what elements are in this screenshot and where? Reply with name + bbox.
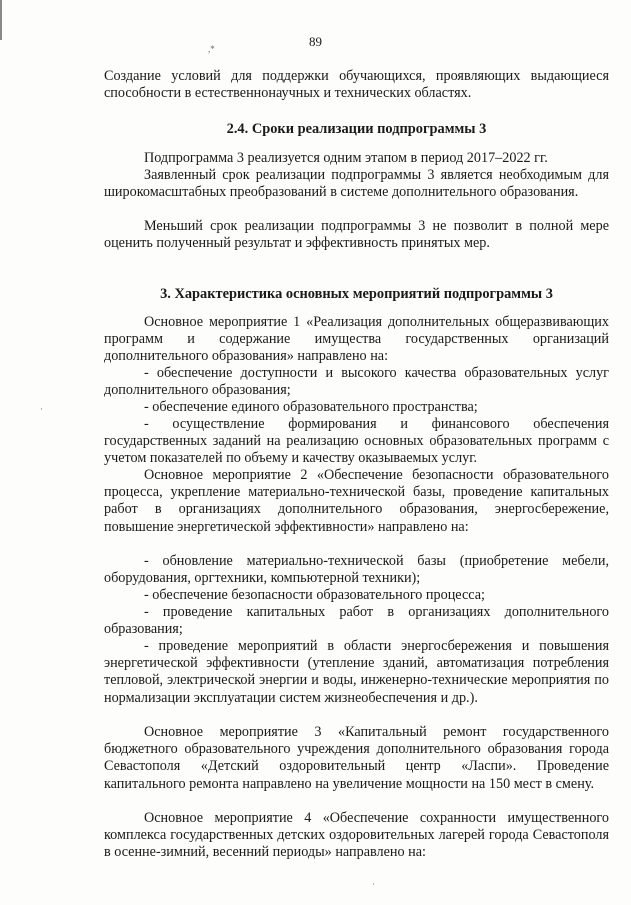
list-item-measure-2-energy: - проведение мероприятий в области энергосбережения и повышения энергетической эффективности (утепление зданий, автоматизация потребления тепловой, электрической энергии и воды, инженерно-технические мероприятия по нормализации эксплуатации систем жизнеобеспечения и др.). [104,638,609,706]
list-item-measure-2-safety: - обеспечение безопасности образовательного процесса; [144,587,485,603]
paragraph-intro: Создание условий для поддержки обучающихся, проявляющих выдающиеся способности в естественнонаучных и технических областях. [104,68,609,102]
list-item-measure-2-base: - обновление материально-технической базы (приобретение мебели, оборудования, оргтехники, компьютерной техники); [104,553,609,587]
scan-speck: · [372,879,375,889]
scan-speck: · [40,404,43,414]
paragraph-period: Подпрограмма 3 реализуется одним этапом в период 2017–2022 гг. [144,150,548,166]
paragraph-declared-term: Заявленный срок реализации подпрограммы 3 является необходимым для широкомасштабных преобразований в системе дополнительного образования. [104,167,609,201]
list-item-measure-2-capital: - проведение капитальных работ в организациях дополнительного образования; [104,604,609,638]
heading-section-2-4: 2.4. Сроки реализации подпрограммы 3 [226,121,487,137]
list-item-measure-1-space: - обеспечение единого образовательного пространства; [144,399,478,415]
list-item-measure-1-access: - обеспечение доступности и высокого качества образовательных услуг дополнительного образования; [104,365,609,399]
paragraph-measure-4: Основное мероприятие 4 «Обеспечение сохранности имущественного комплекса государственных детских оздоровительных лагерей города Севастополя в осенне-зимний, весенний периоды» направлено на: [104,810,609,861]
page-number: 89 [309,34,322,49]
paragraph-measure-2: Основное мероприятие 2 «Обеспечение безопасности образовательного процесса, укрепление материально-технической базы, проведение капитальных работ в организациях дополнительного образования, энергосбережение, повышение энергетической эффективности» направлено на: [104,467,609,535]
paragraph-measure-3: Основное мероприятие 3 «Капитальный ремонт государственного бюджетного образовательного учреждения дополнительного образования города Севастополя «Детский оздоровительный центр «Ласпи». Проведение капитального ремонта направлено на увеличение мощности на 150 мест в смену. [104,724,609,792]
paragraph-measure-1: Основное мероприятие 1 «Реализация дополнительных общеразвивающих программ и содержание имущества государственных организаций дополнительного образования» направлено на: [104,314,609,365]
paragraph-shorter-term: Меньший срок реализации подпрограммы 3 не позволит в полной мере оценить полученный результат и эффективность принятых мер. [104,218,609,252]
list-item-measure-1-tasks: - осуществление формирования и финансового обеспечения государственных заданий на реализацию основных образовательных программ с учетом показателей по объему и качеству оказываемых услуг. [104,416,609,467]
heading-section-3: 3. Характеристика основных мероприятий подпрограммы 3 [160,286,553,302]
scan-speck: ,* [208,44,215,54]
